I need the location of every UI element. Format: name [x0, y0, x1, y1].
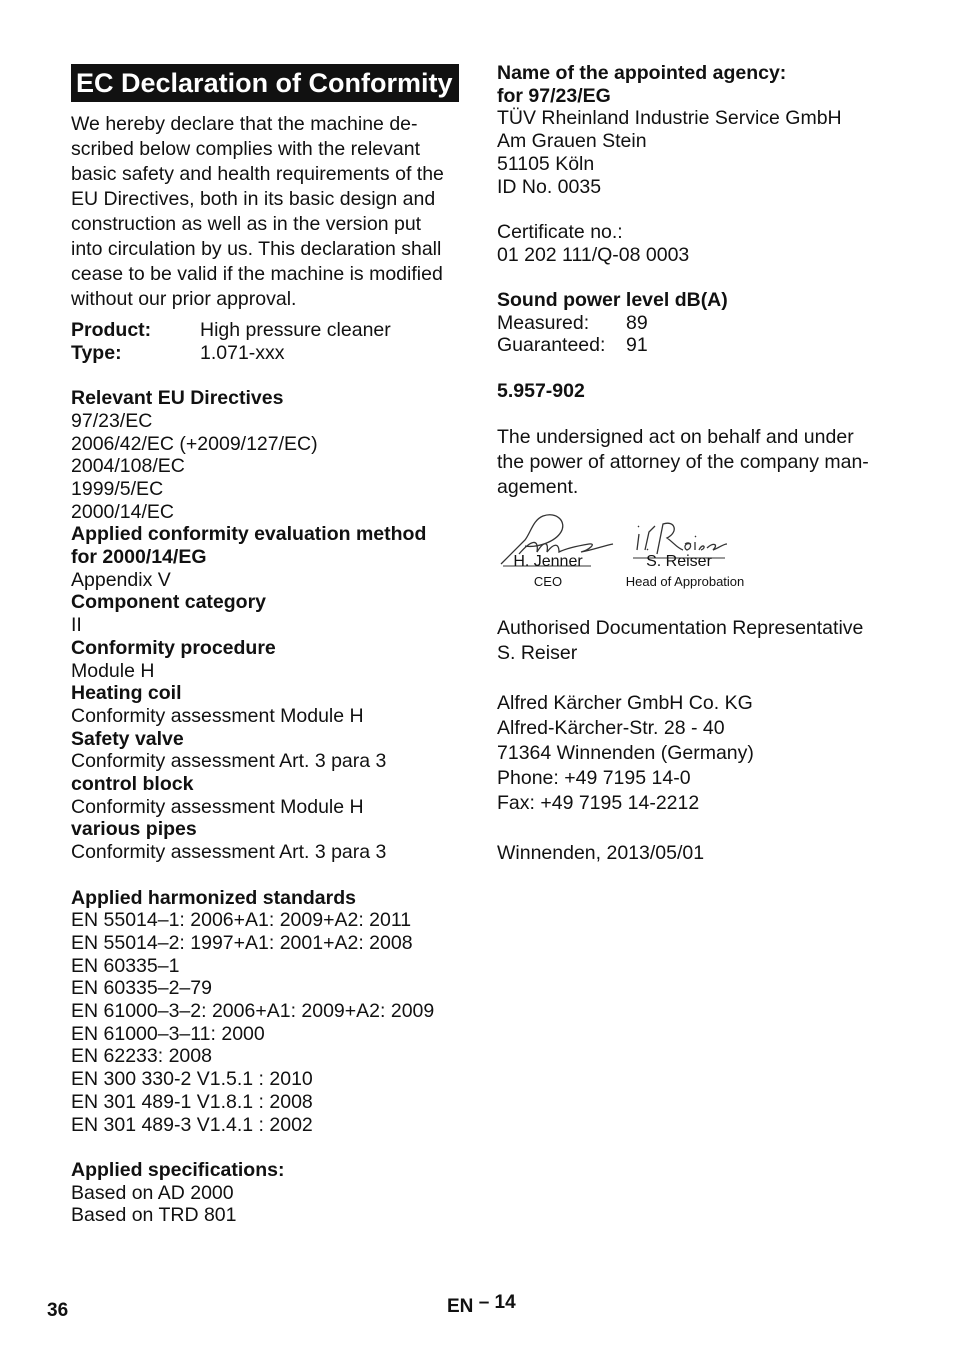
type-value: 1.071-xxx [200, 341, 285, 364]
standard-item: EN 55014–1: 2006+A1: 2009+A2: 2011 [71, 909, 412, 932]
signer2-name: S. Reiser [646, 553, 712, 571]
agency-heading: Name of the appointed agency: [497, 62, 787, 84]
directive-item: 2004/108/EC [71, 455, 185, 478]
certificate-value: 01 202 111/Q-08 0003 [497, 243, 690, 266]
intro-line: into circulation by us. This declaration shall [71, 238, 442, 260]
measured-row [497, 312, 897, 335]
standard-item: EN 61000–3–11: 2000 [71, 1022, 265, 1045]
right-column [497, 62, 897, 866]
signer1-role: CEO [533, 574, 563, 590]
undersigned-line: The undersigned act on behalf and under [497, 426, 854, 449]
intro-line: We hereby declare that the machine de- [71, 113, 418, 135]
authorised-line: Authorised Documentation Representative [497, 617, 864, 640]
company-line: Phone: +49 7195 14-0 [497, 767, 691, 790]
certificate-label: Certificate no.: [497, 220, 623, 243]
directives-heading: Relevant EU Directives [71, 387, 284, 410]
agency-line: TÜV Rheinland Industrie Service GmbH [497, 107, 842, 130]
company-line: 71364 Winnenden (Germany) [497, 742, 754, 765]
guaranteed-row [497, 334, 897, 357]
page-title: EC Declaration of Conformity [71, 64, 459, 102]
undersigned-paragraph [497, 425, 897, 500]
footer-dash: – [478, 1292, 490, 1313]
agency-heading-2: for 97/23/EG [497, 84, 611, 107]
authorised-line: S. Reiser [497, 642, 578, 665]
product-label: Product: [71, 319, 152, 341]
directive-item: 1999/5/EC [71, 477, 164, 500]
signer1-name: H. Jenner [513, 553, 583, 571]
intro-line: without our prior approval. [71, 288, 297, 310]
company-line: Fax: +49 7195 14-2212 [497, 792, 700, 815]
footer-section-page: 14 [494, 1292, 516, 1313]
method-value: Appendix V [71, 568, 171, 591]
safety-value: Conformity assessment Art. 3 para 3 [71, 750, 387, 773]
intro-line: EU Directives, both in its basic design and [71, 188, 436, 210]
spec-item: Based on TRD 801 [71, 1204, 237, 1227]
pipes-value: Conformity assessment Art. 3 para 3 [71, 841, 387, 864]
signer2-role: Head of Approbation [625, 574, 745, 590]
intro-line: cease to be valid if the machine is modified [71, 263, 443, 285]
page-number: 36 [47, 1300, 69, 1321]
procedure-heading: Conformity procedure [71, 636, 276, 659]
measured-label: Measured: [497, 311, 590, 334]
intro-line: scribed below complies with the relevant [71, 138, 421, 160]
standard-item: EN 301 489-3 V1.4.1 : 2002 [71, 1113, 313, 1136]
authorised-paragraph [497, 616, 897, 866]
method-heading-2: for 2000/14/EG [71, 546, 207, 569]
directive-item: 2000/14/EC [71, 500, 174, 523]
agency-line: Am Grauen Stein [497, 130, 647, 153]
control-heading: control block [71, 773, 194, 796]
standard-item: EN 62233: 2008 [71, 1045, 212, 1068]
product-row [71, 319, 463, 342]
specs-heading: Applied specifications: [71, 1158, 285, 1181]
directive-item: 2006/42/EC (+2009/127/EC) [71, 432, 318, 455]
standard-item: EN 60335–2–79 [71, 977, 212, 1000]
type-row [71, 342, 463, 365]
left-column [71, 62, 463, 1227]
intro-paragraph [71, 112, 463, 312]
intro-line: basic safety and health requirements of the [71, 163, 444, 185]
component-heading: Component category [71, 591, 267, 614]
sound-heading: Sound power level dB(A) [497, 289, 728, 311]
heating-value: Conformity assessment Module H [71, 704, 364, 727]
standards-heading: Applied harmonized standards [71, 886, 356, 909]
standard-item: EN 55014–2: 1997+A1: 2001+A2: 2008 [71, 931, 413, 954]
directive-item: 97/23/EC [71, 409, 153, 432]
component-value: II [71, 614, 82, 637]
procedure-value: Module H [71, 659, 155, 682]
method-heading: Applied conformity evaluation method [71, 523, 427, 546]
heating-heading: Heating coil [71, 682, 182, 705]
signature-area [497, 510, 897, 610]
standard-item: EN 300 330-2 V1.5.1 : 2010 [71, 1068, 313, 1091]
type-label: Type: [71, 341, 122, 364]
standard-item: EN 60335–1 [71, 954, 180, 977]
company-line: Alfred-Kärcher-Str. 28 - 40 [497, 717, 725, 740]
intro-line: construction as well as in the version put [71, 213, 422, 235]
guaranteed-label: Guaranteed: [497, 334, 606, 357]
place-date: Winnenden, 2013/05/01 [497, 842, 705, 865]
product-value: High pressure cleaner [200, 319, 391, 341]
standard-item: EN 301 489-1 V1.8.1 : 2008 [71, 1090, 313, 1113]
measured-value: 89 [626, 311, 648, 334]
safety-heading: Safety valve [71, 727, 184, 750]
undersigned-line: agement. [497, 476, 579, 499]
footer-section [447, 1292, 516, 1318]
part-number: 5.957-902 [497, 379, 585, 402]
company-line: Alfred Kärcher GmbH Co. KG [497, 692, 753, 715]
control-value: Conformity assessment Module H [71, 795, 364, 818]
guaranteed-value: 91 [626, 334, 648, 357]
footer-lang: EN [447, 1296, 474, 1317]
standard-item: EN 61000–3–2: 2006+A1: 2009+A2: 2009 [71, 1000, 435, 1023]
pipes-heading: various pipes [71, 818, 197, 841]
agency-line: 51105 Köln [497, 152, 595, 175]
agency-line: ID No. 0035 [497, 175, 602, 198]
spec-item: Based on AD 2000 [71, 1181, 234, 1204]
undersigned-line: the power of attorney of the company man- [497, 451, 869, 474]
